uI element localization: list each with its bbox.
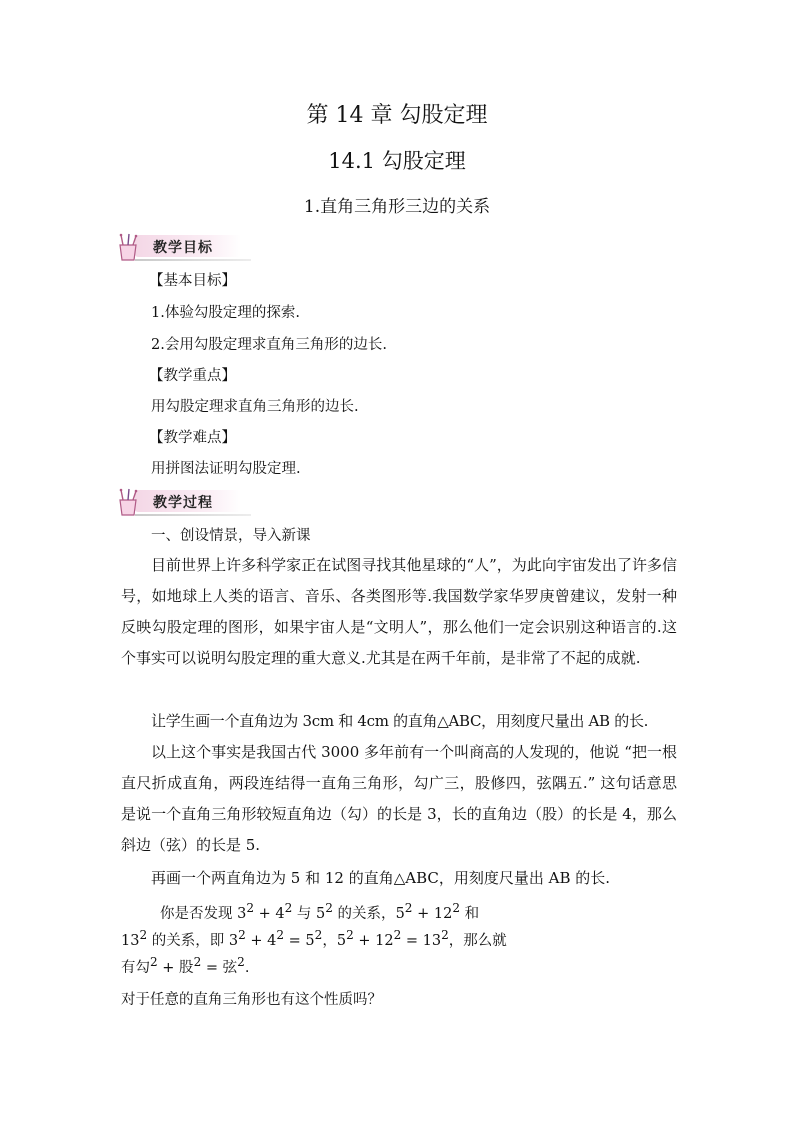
- basic-goal-heading: 【基本目标】: [149, 273, 236, 289]
- section-title: 14.1 勾股定理: [328, 149, 466, 173]
- difficulty-1: 用拼图法证明勾股定理.: [151, 461, 301, 477]
- paragraph-shang-gao: 以上这个事实是我国古代 3000 多年前有一个叫商高的人发现的，他说 “把一根直尺折成直角，两段连结得一直角三角形，勾广三，股修四，弦隅五.” 这句话意思是说一个直角三角形较短直角边（勾）的长是 3，长的直角边（股）的长是 4，那么斜边（弦）的长是 5.: [121, 743, 677, 854]
- formula-5-12: $5^2 + 12^2$: [395, 901, 460, 922]
- key-point-heading: 【教学重点】: [149, 368, 236, 384]
- process-badge-label: 教学过程: [153, 495, 213, 511]
- paragraph-draw-3-4: 让学生画一个直角边为 3cm 和 4cm 的直角△ABC，用刻度尺量出 AB 的长.: [151, 712, 649, 730]
- goals-badge-label: 教学目标: [153, 240, 213, 256]
- subsection-title: 1.直角三角形三边的关系: [303, 197, 491, 217]
- basic-goal-2: 2.会用勾股定理求直角三角形的边长.: [151, 337, 387, 353]
- goals-badge: [117, 232, 213, 262]
- closing-question: 对于任意的直角三角形也有这个性质吗？: [121, 992, 382, 1008]
- pen-cup-icon: [117, 233, 139, 261]
- basic-goal-1: 1.体验勾股定理的探索.: [151, 305, 300, 321]
- process-badge: [117, 487, 213, 517]
- badge-underline: [135, 259, 251, 261]
- chapter-title: 第 14 章 勾股定理: [306, 103, 488, 128]
- paragraph-draw-5-12: 再画一个两直角边为 5 和 12 的直角△ABC，用刻度尺量出 AB 的长.: [151, 869, 611, 887]
- formula-3-4: $3^2 + 4^2$: [237, 901, 293, 922]
- formula-13: $13^2$: [121, 928, 148, 949]
- badge-underline: [135, 514, 251, 516]
- pen-cup-icon: [117, 488, 139, 516]
- question-line-3: 有勾$^2$ + 股$^2$ = 弦$^2$.: [121, 955, 250, 976]
- formula-equalities: $3^2 + 4^2 = 5^2$，$5^2 + 12^2 = 13^2$: [228, 928, 449, 949]
- question-line-1: 你是否发现 $3^2 + 4^2$ 与 $5^2$ 的关系，$5^2 + 12^2$ 和: [160, 901, 480, 922]
- difficulty-heading: 【教学难点】: [149, 430, 236, 446]
- key-point-1: 用勾股定理求直角三角形的边长.: [151, 399, 359, 415]
- question-line-2: $13^2$ 的关系，即 $3^2 + 4^2 = 5^2$，$5^2 + 12^2 = 13^2$，那么就: [121, 928, 507, 949]
- formula-5: $5^2$: [316, 901, 333, 922]
- step-1-heading: 一、创设情景，导入新课: [151, 528, 311, 544]
- paragraph-intro: 目前世界上许多科学家正在试图寻找其他星球的“人”，为此向宇宙发出了许多信号，如地球上人类的语言、音乐、各类图形等.我国数学家华罗庚曾建议，发射一种反映勾股定理的图形，如果宇宙人是“文明人”，那么他们一定会识别这种语言的.这个事实可以说明勾股定理的重大意义.尤其是在两千年前，是非常了不起的成就.: [121, 556, 677, 667]
